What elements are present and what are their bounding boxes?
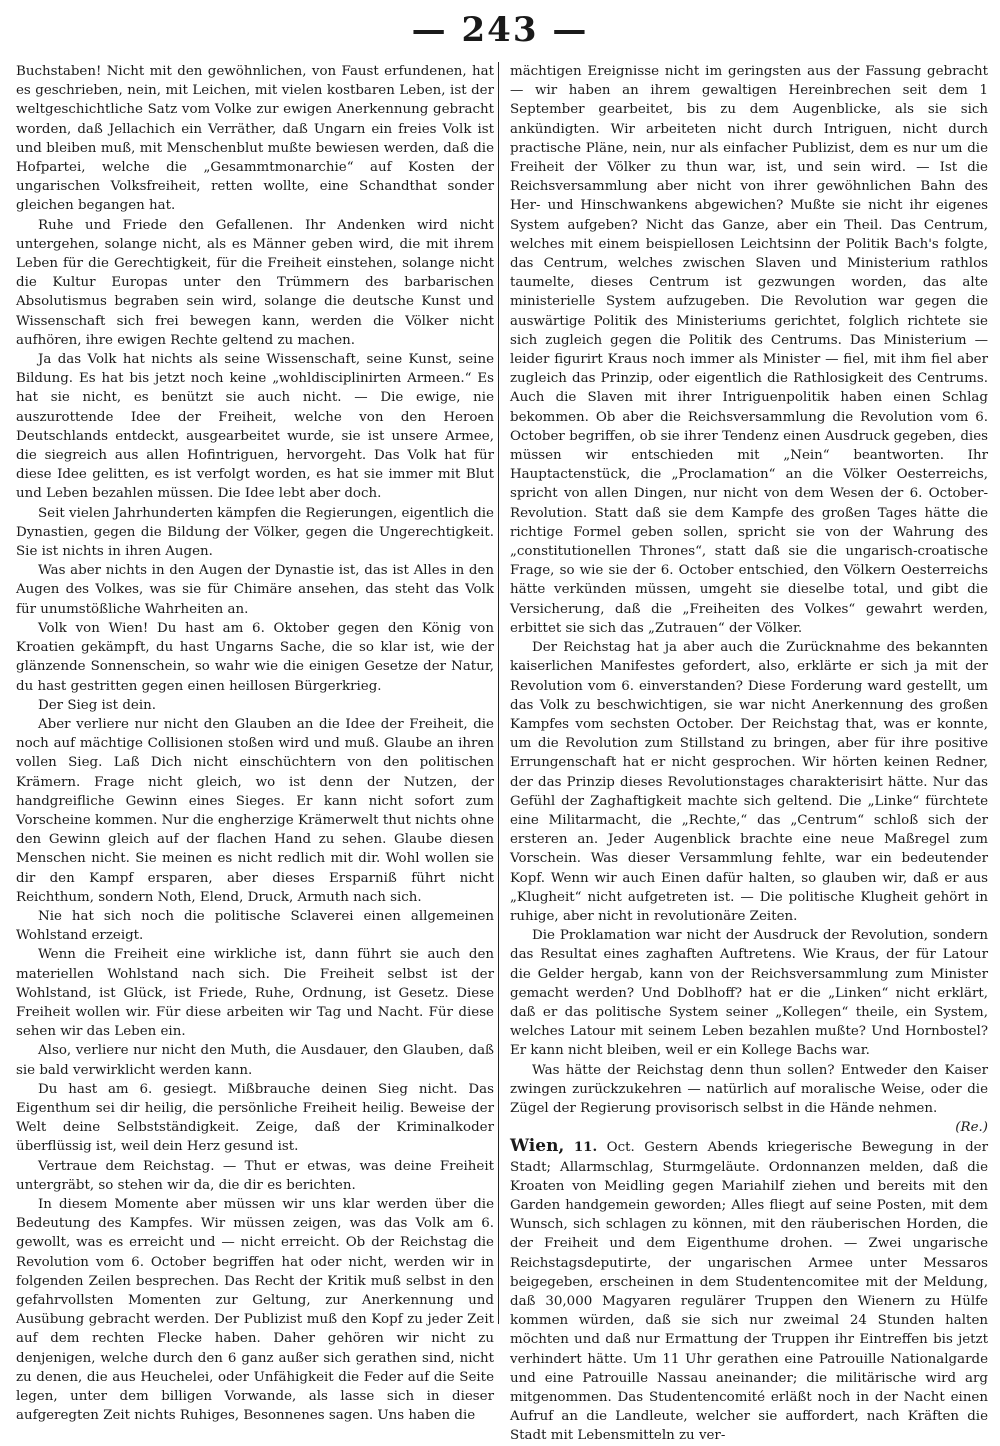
paragraph: Ja das Volk hat nichts als seine Wissenschaft, seine Kunst, seine Bildung. Es hat bis jetzt noch keine „wohldisciplinirten Armeen.“ Es hat sie nicht, es benützt sie auch nicht. — Die ewige, nie auszurottende Idee der Freiheit, welche von den Heroen Deutschlands entdeckt, ausgearbeitet wurde, sie ist unsere Armee, die siegreich aus allen Hofintriguen, hervorgeht. Das Volk hat für diese Idee gelitten, es ist verfolgt worden, es hat sie immer mit Blut und Leben bezahlen müssen. Die Idee lebt aber doch. [16,352,494,502]
paragraph: Die Proklamation war nicht der Ausdruck der Revolution, sondern das Resultat eines zaghaften Auftretens. Wie Kraus, der für Latour die Gelder hergab, kann von der Reichsversammlung zum Minister gemacht werden? Und Doblhoff? hat er die „Linken“ nicht erklärt, daß er das politische System seiner „Kollegen“ theile, ein System, welches Latour mit seinem Leben bezahlen mußte? Und Hornbostel? Er kann nicht bleiben, weil er ein Kollege Bachs war. [510,928,988,1059]
paragraph: Volk von Wien! Du hast am 6. Oktober gegen den König von Kroatien gekämpft, du hast Ungarns Sache, die so klar ist, wie der glänzende Sonnenschein, so wahr wie die einigen Gesetze der Natur, du hast gestritten gegen einen heillosen Bürgerkrieg. [16,620,494,694]
paragraph: Ruhe und Friede den Gefallenen. Ihr Andenken wird nicht untergehen, solange nicht, als es Männer geben wird, die mit ihrem Leben für die Gerechtigkeit, für die Freiheit einstehen, solange nicht die Kultur Europas unter den Trümmern des barbarischen Absolutismus begraben sein wird, solange die deutsche Kunst und Wissenschaft sich frei bewegen kann, werden die Völker nicht aufhören, ihre ewigen Rechte geltend zu machen. [16,217,494,348]
paragraph: Der Sieg ist dein. [38,697,156,713]
paragraph: Seit vielen Jahrhunderten kämpfen die Regierungen, eigentlich die Dynastien, gegen die Bildung der Völker, gegen die Ungerechtigkeit. Sie ist nichts in ihren Augen. [16,505,494,560]
left-column [16,62,494,1424]
news-text: Oct. Gestern Abends kriegerische Bewegung in der Stadt; Allarmschlag, Sturmgeläute. Ordonnanzen melden, daß die Kroaten von Meidling gegen Mariahilf ziehen und bereits mit den Garden handgemein geworden; Alles fliegt auf seine Posten, mit dem Wunsch, sich schlagen zu können, mit den räuberischen Horden, die der Freiheit und dem Eigenthume drohen. — Zwei ungarische Reichstagsdeputirte, der ungarischen Armee unter Messaros beigegeben, erscheinen in dem Studentencomitee mit der Meldung, daß 30,000 Magyaren regulärer Truppen den Wienern zu Hülfe kommen würden, daß sie sich nur zweimal 24 Stunden halten möchten und daß nur Ermattung der Truppen ihr Eintreffen bis jetzt verhindert hätte. Um 11 Uhr gerathen eine Patrouille Nationalgarde und eine Patrouille Nassau aneinander; die militärische wird arg mitgenommen. Das Studentencomité erläßt noch in der Nacht einen Aufruf an die Landleute, welcher sie auffordert, nach Kräften die Stadt mit Lebensmitteln zu ver- [510,1140,988,1444]
dateline-date: 11. [573,1139,598,1156]
page-number: — 243 — [411,10,589,50]
dateline-place: Wien, [510,1136,565,1157]
paragraph: Was hätte der Reichstag denn thun sollen? Entweder den Kaiser zwingen zurückzukehren — natürlich auf moralische Weise, oder die Zügel der Regierung provisorisch selbst in die Hände nehmen. [510,1062,988,1116]
paragraph: Der Reichstag hat ja aber auch die Zurücknahme des bekannten kaiserlichen Manifestes gefordert, also, erklärte er sich ja mit der Revolution vom 6. einverstanden? Diese Forderung ward gestellt, um das Volk zu beschwichtigen, sie war nicht Anerkennung des großen Kampfes vom sechsten October. Der Reichstag that, was er konnte, um die Revolution zum Stillstand zu bringen, aber für ihre positive Errungenschaft hat er nicht gesprochen. Wir hörten keinen Redner, der das Prinzip dieses Revolutionstages charakterisirt hätte. Nur das Gefühl der Zaghaftigkeit machte sich geltend. Die „Linke“ fürchtete eine Militarmacht, die „Rechte,“ das „Centrum“ schloß sich der ersteren an. Jeder Augenblick brachte eine neue Maßregel zum Vorschein. Was dieser Versammlung fehlte, war ein bedeutender Kopf. Wenn wir auch Einen dafür halten, so glauben wir, daß er aus „Klugheit“ nicht aufgetreten ist. — Die politische Klugheit gehört in ruhige, aber nicht in revolutionäre Zeiten. [510,640,988,924]
paragraph: Nie hat sich noch die politische Sclaverei einen allgemeinen Wohlstand erzeigt. [16,908,494,944]
paragraph: Du hast am 6. gesiegt. Mißbrauche deinen Sieg nicht. Das Eigenthum sei dir heilig, die persönliche Freiheit heilig. Beweise der Welt deine Selbstständigkeit. Zeige, daß der Kriminalkoder überflüssig ist, weil dein Herz gesund ist. [16,1081,494,1155]
paragraph: Vertraue dem Reichstag. — Thut er etwas, was deine Freiheit untergräbt, so stehen wir da, die dir es berichten. [16,1158,494,1193]
paragraph: In diesem Momente aber müssen wir uns klar werden über die Bedeutung des Kampfes. Wir müssen zeigen, was das Volk am 6. gewollt, was es erreicht und — nicht erreicht. Ob der Reichstag die Revolution vom 6. October begriffen hat oder nicht, werden wir in folgenden Zeilen besprechen. Das Recht der Kritik muß selbst in den gefahrvollsten Momenten zur Geltung, zur Anerkennung und Ausübung gebracht werden. Der Publizist muß den Kopf zu jeder Zeit auf dem rechten Flecke haben. Daher gehören wir nicht zu denjenigen, welche durch den 6 ganz außer sich gerathen sind, nicht zu denen, die aus Heuchelei, oder Unfähigkeit die Feder auf die Seite legen, unter dem billigen Vorwande, als lasse sich in dieser aufgeregten Zeit nichts Ruhiges, Besonnenes sagen. Uns haben die [16,1196,494,1424]
paragraph: Aber verliere nur nicht den Glauben an die Idee der Freiheit, die noch auf mächtige Collisionen stoßen wird und muß. Glaube an ihren vollen Sieg. Laß Dich nicht einschüchtern von den politischen Krämern. Frage nicht gleich, wo ist denn der Nutzen, der handgreifliche Gewinn eines Sieges. Er kann nicht sofort zum Vorscheine kommen. Nur die engherzige Krämerwelt thut nichts ohne den Gewinn gleich auf der flachen Hand zu sehen. Glaube diesen Menschen nicht. Sie meinen es nicht redlich mit dir. Wohl wollen sie dir den Kampf ersparen, aber dieses Ersparniß führt nicht Reichthum, sondern Noth, Elend, Druck, Armuth nach sich. [16,716,494,905]
author-signature: (Re.) [955,1120,988,1136]
paragraph: Also, verliere nur nicht den Muth, die Ausdauer, den Glauben, daß sie bald verwirklicht werden kann. [16,1043,494,1078]
column-divider [498,62,499,1324]
paragraph: mächtigen Ereignisse nicht im geringsten aus der Fassung gebracht — wir haben an ihrem gewaltigen Hereinbrechen seit dem 1 September gearbeitet, bis zu dem Augenblicke, als sie sich ankündigten. Wir arbeiteten nicht durch Intriguen, nicht durch practische Pläne, nein, nur als einfacher Publizist, dem es nur um die Freiheit der Völker zu thun war, ist, und sein wird. — Ist die Reichsversammlung aber nicht von ihrer gewöhnlichen Bahn des Her- und Hinschwankens abgewichen? Mußte sie nicht ihr eigenes System aufgeben? Nicht das Ganze, aber ein Theil. Das Centrum, welches mit einem beispiellosen Leichtsinn der Politik Bach's folgte, das Centrum, welches zwischen Slaven und Ministerium rathlos taumelte, dieses Centrum ist gezwungen worden, das alte ministerielle System aufzugeben. Die Revolution war gegen die auswärtige Politik des Ministeriums gerichtet, folglich richtete sie sich zugleich gegen die Politik des Centrums. Das Ministerium — leider figurirt Kraus noch immer als Minister — fiel, mit ihm fiel aber zugleich das Prinzip, oder eigentlich die Rathlosigkeit des Centrums. Auch die Slaven mit ihrer Intriguenpolitik haben einen Schlag bekommen. Ob aber die Reichsversammlung die Revolution vom 6. October begriffen, ob sie ihrer Tendenz einen Ausdruck gegeben, dies müssen wir entschieden mit „Nein“ beantworten. Ihr Hauptactenstück, die „Proclamation“ an die Völker Oesterreichs, spricht von allen Dingen, nur nicht von dem Wesen der 6. October-Revolution. Statt daß sie dem Kampfe des großen Tages hätte die richtige Formel geben sollen, spricht sie von der Wahrung des „constitutionellen Thrones“, statt daß sie die ungarisch-croatische Frage, so wie sie der 6. October entschied, den Völkern Oesterreichs hätte verkünden müssen, umgeht sie dieselbe total, und gibt die Versicherung, daß die „Freiheiten des Volkes“ gewahrt werden, erbittet sie sich das „Zutrauen“ der Völker. [510,64,988,636]
paragraph: Buchstaben! Nicht mit den gewöhnlichen, von Faust erfundenen, hat es geschrieben, nein, mit Leichen, mit vielen kostbaren Leben, ist der weltgeschichtliche Satz vom Volke zur ewigen Anerkennung gebracht worden, daß Jellachich ein Verräther, daß Ungarn ein freies Volk ist und bleiben muß, mit Menschenblut mußte bewiesen werden, daß die Hofpartei, welche die „Gesammtmonarchie“ auf Kosten der ungarischen Volksfreiheit, retten wollte, eine Schandthat sonder gleichen begangen hat. [16,64,494,214]
paragraph: Was aber nichts in den Augen der Dynastie ist, das ist Alles in den Augen des Volkes, was sie für Chimäre ansehen, das steht das Volk für unumstößliche Wahrheiten an. [16,563,494,617]
right-column [510,62,988,1444]
paragraph: Wenn die Freiheit eine wirkliche ist, dann führt sie auch den materiellen Wohlstand nach sich. Die Freiheit selbst ist der Wohlstand, ist Glück, ist Friede, Ruhe, Ordnung, ist Gesetz. Diese Freiheit wollen wir. Für diese arbeiten wir Tag und Nacht. Für diese sehen wir das Leben ein. [16,947,494,1040]
news-item [510,1137,988,1445]
